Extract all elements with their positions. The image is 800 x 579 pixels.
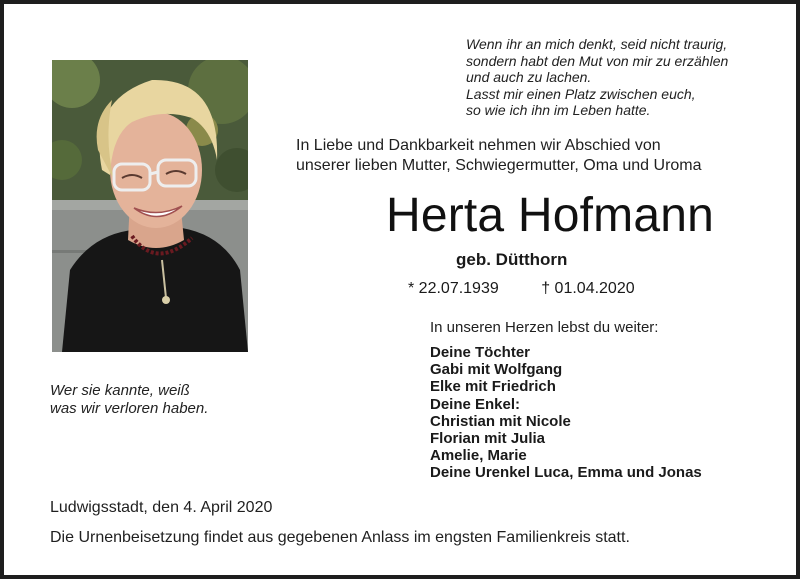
maiden-name: geb. Dütthorn: [456, 250, 568, 269]
deceased-name: Herta Hofmann: [385, 189, 715, 242]
poem-line: Lasst mir einen Platz zwischen euch,: [466, 85, 696, 102]
mourner-line: Christian mit Nicole: [430, 412, 571, 430]
intro-text: [296, 136, 702, 175]
life-dates: [408, 280, 635, 298]
poem: [466, 36, 728, 119]
mourner-line: Florian mit Julia: [430, 430, 546, 448]
mourner-line: Deine Töchter: [430, 344, 531, 361]
poem-line: sondern habt den Mut von mir zu erzählen: [466, 52, 729, 69]
mourner-line: Deine Enkel:: [430, 395, 521, 413]
quote-line: was wir verloren haben.: [50, 400, 209, 417]
quote-line: Wer sie kannte, weiß: [50, 382, 190, 399]
mourners-intro: In unseren Herzen lebst du weiter:: [430, 319, 659, 336]
place-and-date: Ludwigsstadt, den 4. April 2020: [50, 499, 273, 516]
burial-note: Die Urnenbeisetzung findet aus gegebenen Anlass im engsten Familienkreis statt.: [50, 529, 630, 546]
intro-line: In Liebe und Dankbarkeit nehmen wir Abschied von: [296, 137, 661, 154]
mourner-line: Gabi mit Wolfgang: [430, 361, 563, 379]
birth-date: * 22.07.1939: [408, 280, 499, 297]
poem-line: und auch zu lachen.: [466, 69, 592, 86]
mourner-line: Elke mit Friedrich: [430, 378, 556, 396]
poem-line: so wie ich ihn im Leben hatte.: [466, 102, 651, 119]
mourners-list: [430, 344, 702, 482]
memorial-quote: [50, 382, 208, 418]
intro-line: unserer lieben Mutter, Schwiegermutter, Oma und Uroma: [296, 156, 702, 174]
poem-line: Wenn ihr an mich denkt, seid nicht traurig,: [466, 36, 728, 52]
mourner-line: Amelie, Marie: [430, 447, 527, 465]
portrait-photo: [52, 60, 248, 352]
death-date: † 01.04.2020: [541, 280, 635, 297]
mourner-line: Deine Urenkel Luca, Emma und Jonas: [430, 464, 702, 482]
portrait-illustration: [52, 60, 248, 352]
